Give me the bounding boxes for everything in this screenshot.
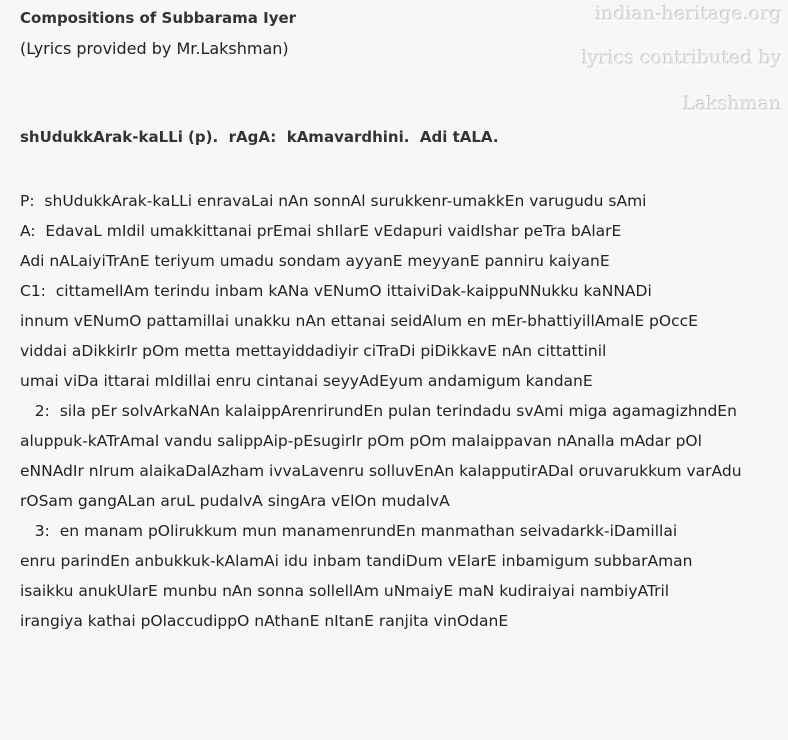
watermark-contributed-by: lyrics contributed by <box>582 47 782 69</box>
lyric-line: innum vENumO pattamillai unakku nAn ettanai seidAlum en mEr-bhattiyillAmalE pOccE <box>20 312 698 330</box>
page-title: Compositions of Subbarama Iyer <box>20 9 297 27</box>
lyric-line: 3: en manam pOlirukkum mun manamenrundEn manmathan seivadarkk-iDamillai <box>20 522 678 540</box>
watermark-site: indian-heritage.org <box>595 3 782 25</box>
lyric-line: irangiya kathai pOlaccudippO nAthanE nItanE ranjita vinOdanE <box>20 612 509 630</box>
song-heading: shUdukkArak-kaLLi (p). rAgA: kAmavardhini. Adi tALA. <box>20 128 499 146</box>
lyrics-credit: (Lyrics provided by Mr.Lakshman) <box>20 39 289 58</box>
lyric-line: C1: cittamellAm terindu inbam kANa vENumO ittaiviDak-kaippuNNukku kaNNADi <box>20 282 652 300</box>
lyric-line: aluppuk-kATrAmal vandu salippAip-pEsugirIr pOm pOm malaippavan nAnalla mAdar pOl <box>20 432 702 450</box>
lyric-line: umai viDa ittarai mIdillai enru cintanai seyyAdEyum andamigum kandanE <box>20 372 593 390</box>
lyric-line: eNNAdIr nIrum alaikaDalAzham ivvaLavenru solluvEnAn kalapputirADal oruvarukkum varAdu <box>20 462 742 480</box>
lyrics-block <box>20 186 742 636</box>
lyric-line: 2: sila pEr solvArkaNAn kalaippArenrirundEn pulan terindadu svAmi miga agamagizhndEn <box>20 402 737 420</box>
lyric-line: isaikku anukUlarE munbu nAn sonna sollellAm uNmaiyE maN kudiraiyai nambiyATril <box>20 582 670 600</box>
lyric-line: enru parindEn anbukkuk-kAlamAi idu inbam tandiDum vElarE inbamigum subbarAman <box>20 552 693 570</box>
lyric-line: P: shUdukkArak-kaLLi enravaLai nAn sonnAl surukkenr-umakkEn varugudu sAmi <box>20 192 647 210</box>
lyric-line: Adi nALaiyiTrAnE teriyum umadu sondam ayyanE meyyanE panniru kaiyanE <box>20 252 610 270</box>
lyric-line: rOSam gangALan aruL pudalvA singAra vElOn mudalvA <box>20 492 450 510</box>
lyric-line: A: EdavaL mIdil umakkittanai prEmai shIlarE vEdapuri vaidIshar peTra bAlarE <box>20 222 622 240</box>
watermark-contributor: Lakshman <box>682 93 782 115</box>
lyric-line: viddai aDikkirIr pOm metta mettayiddadiyir ciTraDi piDikkavE nAn cittattinil <box>20 342 607 360</box>
